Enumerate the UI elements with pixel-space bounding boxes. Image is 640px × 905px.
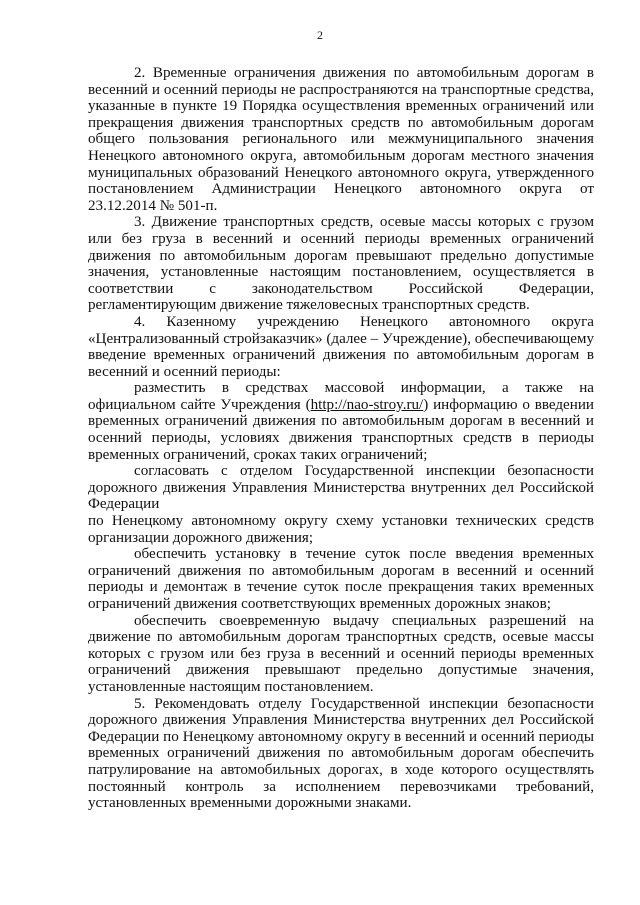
paragraph-4-install-signs: обеспечить установку в течение суток после введения временных ограничений движения по автомобильным дорогам в весенний и осенний периоды и демонтаж в течение суток после прекращения таких временных ограничений движения соответствующих временных дорожных знаков; — [88, 546, 594, 612]
website-link[interactable]: http://nao-stroy.ru/ — [310, 396, 424, 413]
document-body — [88, 65, 594, 812]
paragraph-4-issue-permits: обеспечить своевременную выдачу специальных разрешений на движение по автомобильным дорогам транспортных средств, осевые массы которых с грузом или без груза в весенний и осенний периоды временных ограничений движения превышают предельно допустимые значения, установленные настоящим постановлением. — [88, 612, 594, 695]
paragraph-4-agree-scheme-continued: по Ненецкому автономному округу схему установки технических средств организации дорожного движения; — [88, 513, 594, 546]
paragraph-4-publish-text-after: ) информацию о введении временных ограничений движения по автомобильным дорогам в весенний и осенний периоды, условиях движения транспортных средств в периоды временных ограничений, сроках таких ограничений; — [88, 396, 594, 463]
paragraph-2: 2. Временные ограничения движения по автомобильным дорогам в весенний и осенний периоды не распространяются на транспортные средства, указанные в пункте 19 Порядка осуществления временных ограничений или прекращения движения транспортных средств по автомобильным дорогам общего пользования регионального или межмуниципального значения Ненецкого автономного округа, автомобильным дорогам местного значения муниципальных образований Ненецкого автономного округа, утвержденного постановлением Администрации Ненецкого автономного округа от 23.12.2014 № 501-п. — [88, 65, 594, 214]
paragraph-4-publish-info — [88, 380, 594, 463]
paragraph-5: 5. Рекомендовать отделу Государственной инспекции безопасности дорожного движения Управления Министерства внутренних дел Российской Федерации по Ненецкому автономному округу в весенний и осенний периоды временных ограничений движения по автомобильным дорогам обеспечить патрулирование на автомобильных дорогах, в ходе которого осуществлять постоянный контроль за исполнением перевозчиками требований, установленных временными дорожными знаками. — [88, 695, 594, 812]
page-number: 2 — [317, 28, 323, 42]
paragraph-3: 3. Движение транспортных средств, осевые массы которых с грузом или без груза в весенний и осенний периоды временных ограничений движения по автомобильным дорогам превышают предельно допустимые значения, установленные настоящим постановлением, осуществляется в соответствии с законодательством Российской Федерации, регламентирующим движение тяжеловесных транспортных средств. — [88, 214, 594, 314]
paragraph-4-agree-scheme: согласовать с отделом Государственной инспекции безопасности дорожного движения Управления Министерства внутренних дел Российской Федерации — [88, 463, 594, 513]
paragraph-4-publish-text-before: разместить в средствах массовой информации, а также на официальном сайте Учреждения ( — [88, 380, 594, 413]
paragraph-4: 4. Казенному учреждению Ненецкого автономного округа «Централизованный стройзаказчик» (далее – Учреждение), обеспечивающему введение временных ограничений движения по автомобильным дорогам в весенний и осенний периоды: — [88, 313, 594, 380]
